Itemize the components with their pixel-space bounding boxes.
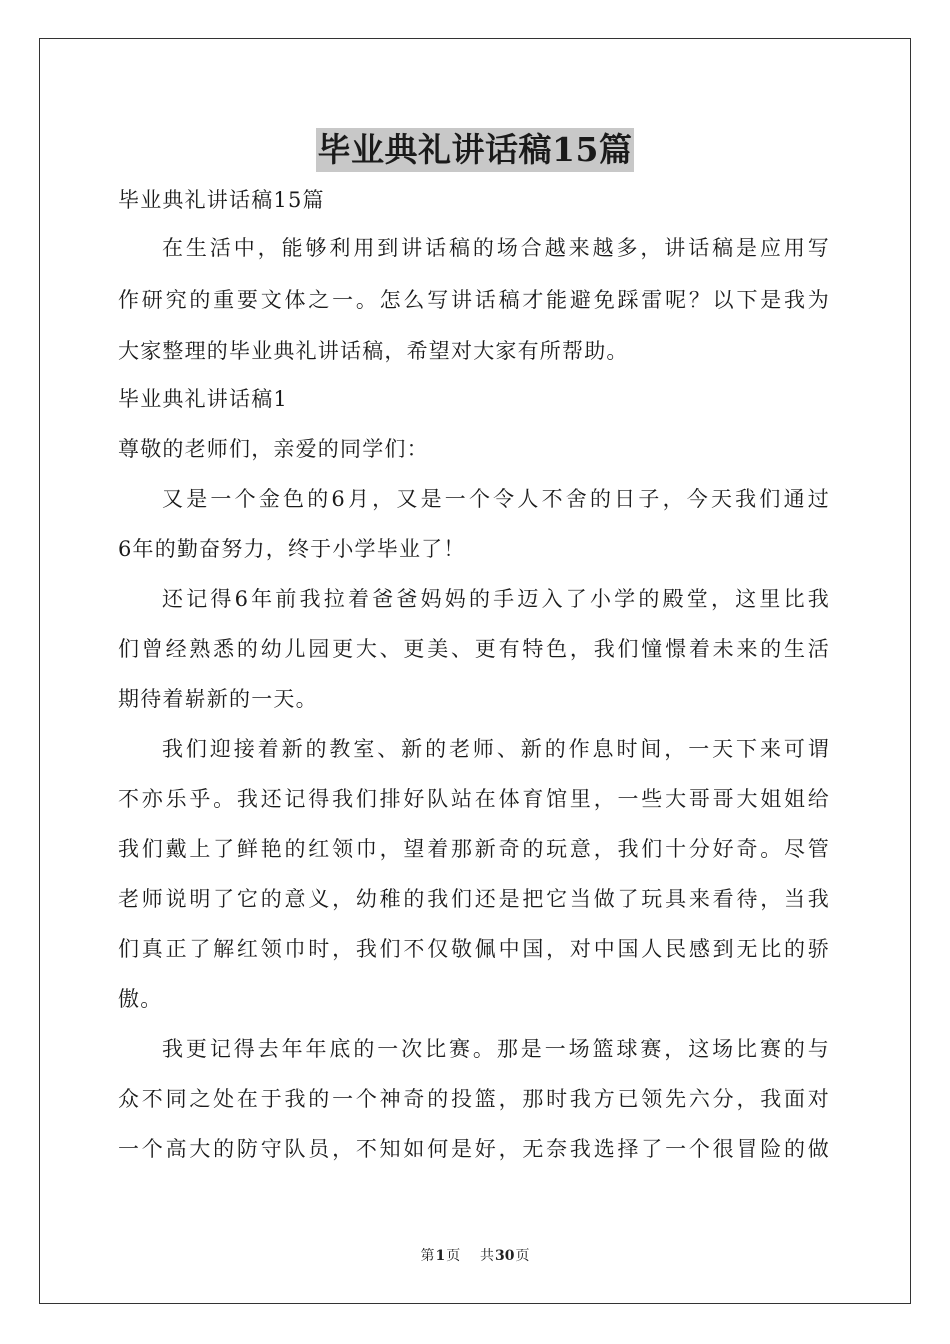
footer-page-total: 30 <box>495 1248 515 1264</box>
subtitle-line: 毕业典礼讲话稿15篇 <box>118 188 325 212</box>
footer-page-suffix: 页 <box>446 1248 461 1264</box>
body-line: 又是一个金色的6月，又是一个令人不舍的日子，今天我们通过 <box>162 487 830 511</box>
body-line: 我更记得去年年底的一次比赛。那是一场篮球赛，这场比赛的与 <box>162 1037 830 1061</box>
body-line: 大家整理的毕业典礼讲话稿，希望对大家有所帮助。 <box>118 339 629 363</box>
footer-total-suffix: 页 <box>515 1248 530 1264</box>
body-line: 一个高大的防守队员，不知如何是好，无奈我选择了一个很冒险的做 <box>118 1137 830 1161</box>
document-title: 毕业典礼讲话稿15篇 <box>316 128 635 172</box>
body-line: 众不同之处在于我的一个神奇的投篮，那时我方已领先六分，我面对 <box>118 1087 830 1111</box>
body-line: 们曾经熟悉的幼儿园更大、更美、更有特色，我们憧憬着未来的生活 <box>118 637 830 661</box>
section-heading: 毕业典礼讲话稿1 <box>118 387 288 411</box>
body-line: 在生活中，能够利用到讲话稿的场合越来越多，讲话稿是应用写 <box>162 236 830 260</box>
body-line: 还记得6年前我拉着爸爸妈妈的手迈入了小学的殿堂，这里比我 <box>162 587 830 611</box>
footer-page-current: 1 <box>435 1248 446 1264</box>
body-line: 期待着崭新的一天。 <box>118 687 318 711</box>
body-line: 6年的勤奋努力，终于小学毕业了！ <box>118 537 466 561</box>
body-line: 我们戴上了鲜艳的红领巾，望着那新奇的玩意，我们十分好奇。尽管 <box>118 837 830 861</box>
salutation-line: 尊敬的老师们，亲爱的同学们： <box>118 437 429 461</box>
body-line: 作研究的重要文体之一。怎么写讲话稿才能避免踩雷呢？以下是我为 <box>118 288 830 312</box>
title-container <box>0 128 950 172</box>
page-footer <box>0 1247 950 1265</box>
page-border <box>39 38 911 1304</box>
body-line: 不亦乐乎。我还记得我们排好队站在体育馆里，一些大哥哥大姐姐给 <box>118 787 830 811</box>
body-line: 老师说明了它的意义，幼稚的我们还是把它当做了玩具来看待，当我 <box>118 887 830 911</box>
body-line: 我们迎接着新的教室、新的老师、新的作息时间，一天下来可谓 <box>162 737 830 761</box>
footer-total-prefix: 共 <box>480 1248 495 1264</box>
body-line: 傲。 <box>118 987 163 1011</box>
footer-page-prefix: 第 <box>420 1248 435 1264</box>
body-line: 们真正了解红领巾时，我们不仅敬佩中国，对中国人民感到无比的骄 <box>118 937 830 961</box>
